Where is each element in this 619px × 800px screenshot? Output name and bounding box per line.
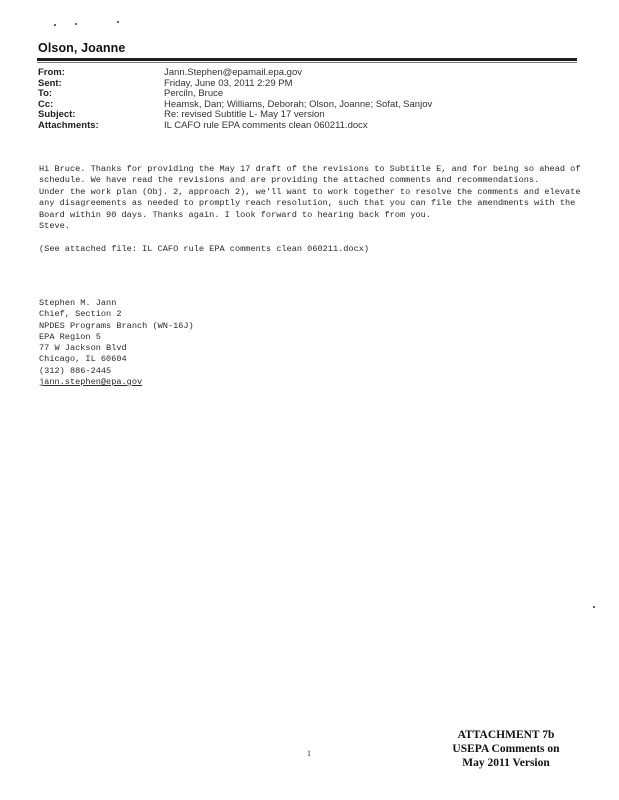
email-header [38, 68, 432, 132]
header-rule [37, 58, 577, 61]
attachment-label-line-1: ATTACHMENT 7b [457, 729, 555, 741]
attachment-label-line-2: USEPA Comments on [452, 743, 560, 755]
header-value-subject: Re: revised Subtitle L- May 17 version [164, 109, 325, 121]
header-row-sent [38, 79, 432, 90]
signature-street: 77 W Jackson Blvd [39, 343, 127, 354]
signature-email-link[interactable]: jann.stephen@epa.gov [39, 377, 143, 388]
signature-name: Stephen M. Jann [39, 298, 117, 308]
attachment-label-line-3: May 2011 Version [462, 757, 550, 769]
header-label: Sent: [38, 77, 62, 89]
body-closing: Steve. [39, 221, 70, 232]
header-value-sent: Friday, June 03, 2011 2:29 PM [164, 77, 293, 89]
body-paragraph-greeting: Hi Bruce. Thanks for providing the May 17 draft of the revisions to Subtitle E, and for being so ahead of schedule. We have read the revisions and are providing the attached comments and recommendations. [39, 164, 581, 186]
signature-city: Chicago, IL 60604 [39, 354, 127, 365]
header-label: Cc: [38, 98, 54, 110]
scan-speck [75, 23, 77, 25]
signature-branch: NPDES Programs Branch (WN-16J) [39, 320, 194, 331]
header-row-attachments [38, 121, 432, 132]
header-label: Attachments: [38, 119, 99, 131]
header-value-attachments: IL CAFO rule EPA comments clean 060211.docx [164, 119, 368, 131]
scan-speck [593, 606, 595, 608]
signature-org: EPA Region 5 [39, 331, 101, 342]
header-value-from: Jann.Stephen@epamail.epa.gov [164, 67, 302, 78]
email-signature [39, 298, 194, 388]
header-label: To: [38, 88, 53, 100]
email-body [39, 164, 584, 255]
header-rule-thin [37, 62, 577, 63]
scan-speck [54, 24, 56, 26]
header-value-cc: Heamsk, Dan; Williams, Deborah; Olson, Joanne; Sofat, Sanjov [164, 98, 433, 110]
signature-title: Chief, Section 2 [39, 309, 122, 320]
header-row-from [38, 68, 432, 79]
body-attachment-note: (See attached file: IL CAFO rule EPA comments clean 060211.docx) [39, 243, 370, 254]
header-label: From: [38, 67, 65, 78]
page-number: 1 [307, 749, 311, 758]
body-paragraph-workplan: Under the work plan (Obj. 2, approach 2), we'll want to work together to resolve the comments and elevate any disagreements as needed to promptly reach resolution, such that you can file the amendments with the Board within 90 days. Thanks again. I look forward to hearing back from you. [39, 186, 581, 220]
header-label: Subject: [38, 109, 76, 121]
header-value-to: Perciln, Bruce [164, 88, 224, 100]
signature-phone: (312) 886-2445 [39, 365, 112, 376]
scan-speck [117, 21, 119, 23]
mailbox-owner-name: Olson, Joanne [38, 41, 126, 55]
attachment-label [436, 728, 576, 770]
body-spacer [39, 232, 584, 243]
